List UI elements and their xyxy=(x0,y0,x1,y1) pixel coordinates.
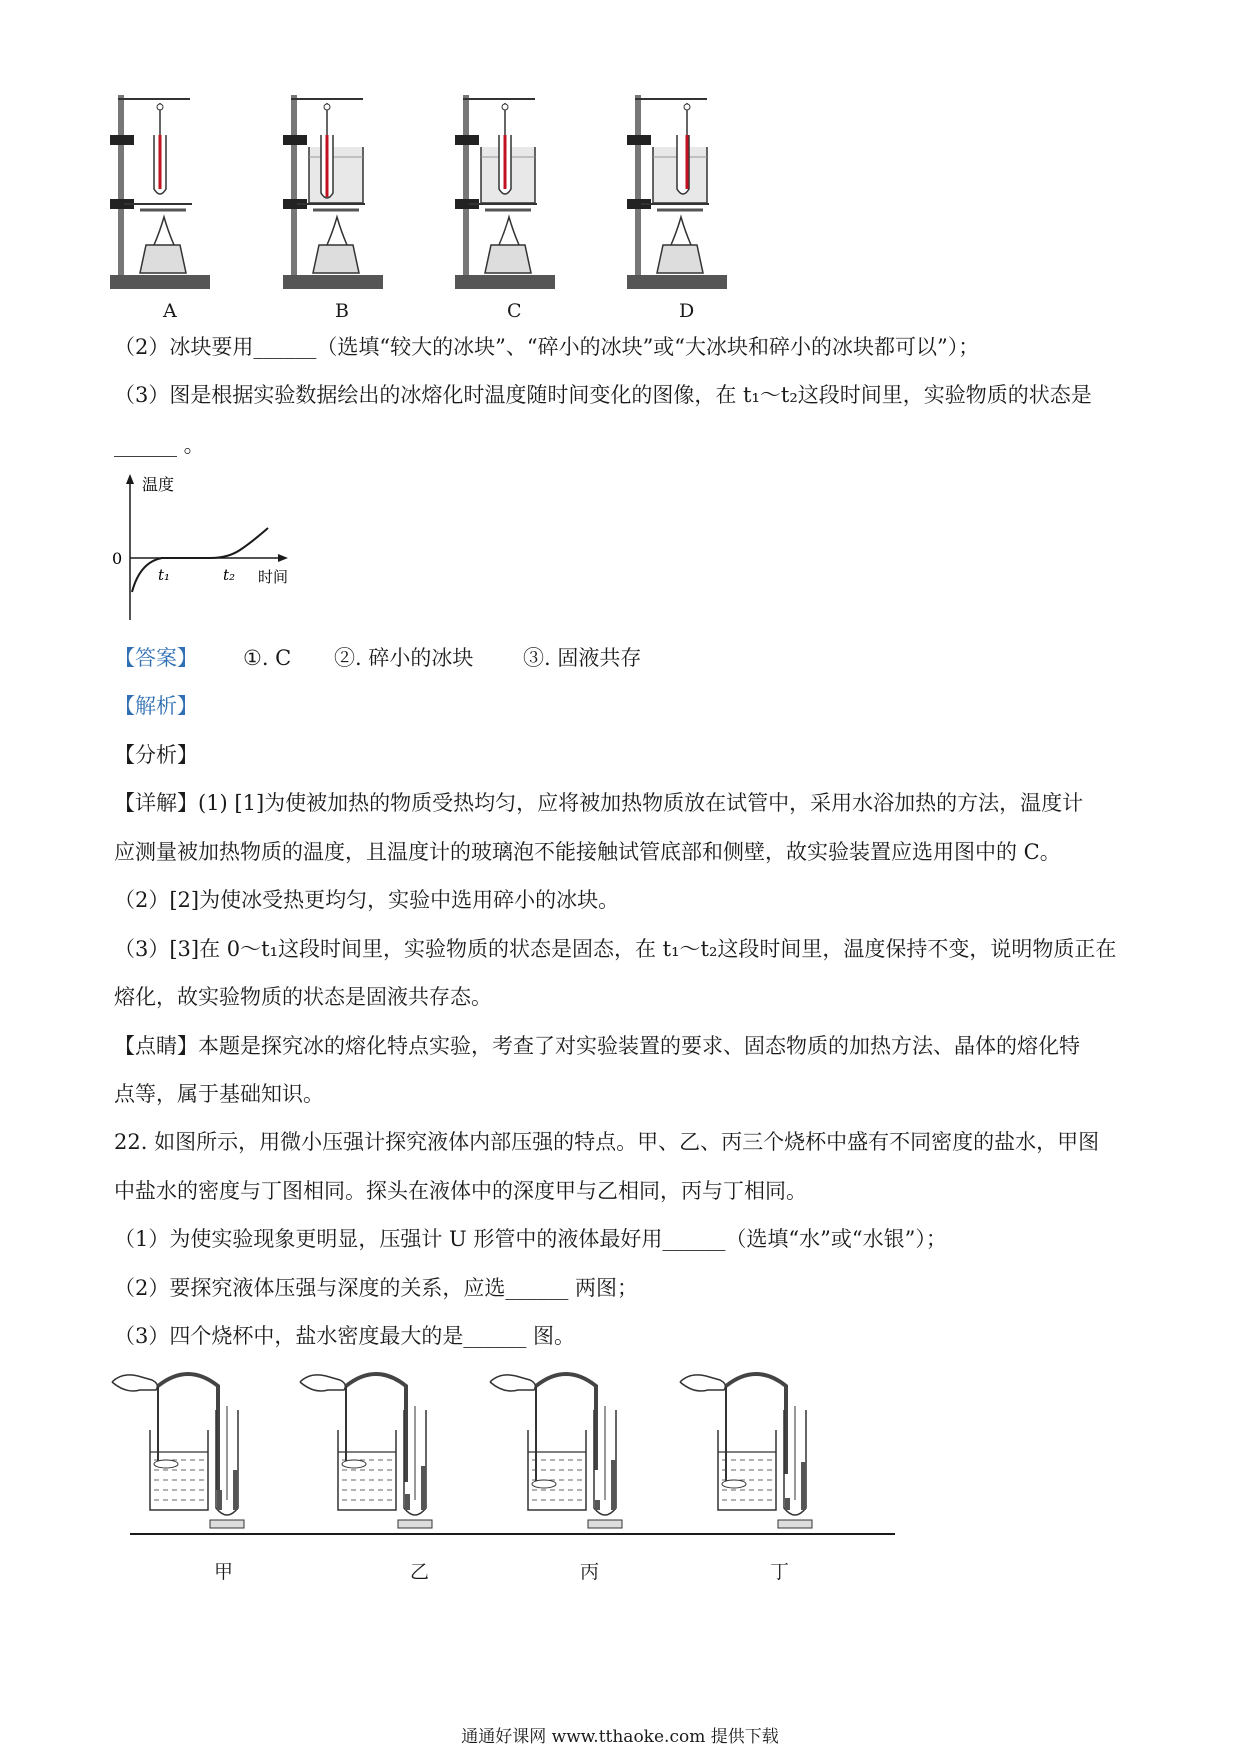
liquid-right xyxy=(233,1470,238,1510)
clamp-upper xyxy=(455,135,479,145)
flame xyxy=(154,217,174,245)
gauge-bing xyxy=(490,1370,670,1540)
u-tube-base xyxy=(210,1520,244,1528)
detail-line-3: （2）[2]为使冰受热更均匀，实验中选用碎小的冰块。 xyxy=(114,888,620,912)
answer-1: ①. C xyxy=(243,646,292,670)
ground-line xyxy=(130,1532,900,1546)
gauge-jia xyxy=(112,1370,292,1540)
t1-label: t₁ xyxy=(158,566,171,584)
dianjing-line-1: 【点睛】本题是探究冰的熔化特点实验，考查了对实验装置的要求、固态物质的加热方法、晶体的熔化特 xyxy=(114,1034,1080,1058)
liquid-left xyxy=(595,1500,600,1510)
u-tube-base xyxy=(398,1520,432,1528)
origin-label: 0 xyxy=(112,549,123,568)
label-bing: 丙 xyxy=(580,1561,600,1583)
q22-line-1: 22. 如图所示，用微小压强计探究液体内部压强的特点。甲、乙、丙三个烧杯中盛有不同密度的盐水，甲图 xyxy=(114,1130,1100,1154)
q22-line-2: 中盐水的密度与丁图相同。探头在液体中的深度甲与乙相同，丙与丁相同。 xyxy=(114,1179,807,1203)
stand-pole xyxy=(291,95,297,275)
thermometer-top xyxy=(684,104,690,110)
apparatus-B xyxy=(283,95,403,300)
burner xyxy=(485,245,531,273)
gauge-parts xyxy=(112,1374,244,1528)
fenxi-heading: 【分析】 xyxy=(114,743,198,767)
u-tube-base xyxy=(588,1520,622,1528)
burner xyxy=(313,245,359,273)
stand-pole xyxy=(635,95,641,275)
flame xyxy=(671,217,691,245)
answer-tag: 【答案】 xyxy=(114,646,198,670)
detail-line-4: （3）[3]在 0～t₁这段时间里，实验物质的状态是固态，在 t₁～t₂这段时间里，温度保持不变，说明物质正在 xyxy=(114,937,1117,961)
jiexi-heading: 【解析】 xyxy=(114,694,198,718)
t2-label: t₂ xyxy=(223,566,236,584)
flame xyxy=(499,217,519,245)
clamp-upper xyxy=(110,135,134,145)
thermometer-top xyxy=(157,104,163,110)
u-tube-base xyxy=(778,1520,812,1528)
detail-line-5: 熔化，故实验物质的状态是固液共存态。 xyxy=(114,985,492,1009)
y-axis-label: 温度 xyxy=(142,475,175,494)
stand-pole xyxy=(118,95,124,275)
thermometer-top xyxy=(502,104,508,110)
hand xyxy=(300,1375,345,1391)
gauge-parts xyxy=(490,1374,622,1528)
temperature-graph xyxy=(110,470,310,630)
burner xyxy=(657,245,703,273)
liquid-left xyxy=(785,1498,790,1510)
detail-line-2: 应测量被加热物质的温度，且温度计的玻璃泡不能接触试管底部和侧壁，故实验装置应选用图中的 C。 xyxy=(114,840,1061,864)
melting-curve xyxy=(132,528,268,592)
base-plate xyxy=(627,275,727,289)
hose xyxy=(536,1374,596,1470)
apparatus-A xyxy=(110,95,230,300)
base-plate xyxy=(455,275,555,289)
y-axis-arrow xyxy=(126,474,134,484)
label-yi: 乙 xyxy=(410,1561,430,1583)
gauge-yi xyxy=(300,1370,480,1540)
probe-head xyxy=(154,1460,178,1468)
clamp-upper xyxy=(283,135,307,145)
answer-2: ②. 碎小的冰块 xyxy=(334,646,474,670)
apparatus-parts xyxy=(283,95,383,289)
hose xyxy=(158,1374,218,1490)
apparatus-D xyxy=(627,95,747,300)
liquid-right xyxy=(611,1460,616,1510)
base-plate xyxy=(283,275,383,289)
label-C: C xyxy=(507,300,522,322)
q22-line-5: （3）四个烧杯中，盐水密度最大的是______ 图。 xyxy=(114,1324,576,1348)
apparatus-C xyxy=(455,95,575,300)
q22-line-3: （1）为使实验现象更明显，压强计 U 形管中的液体最好用______（选填“水”或“水银”）； xyxy=(114,1227,947,1251)
apparatus-parts xyxy=(110,95,210,289)
thermometer-top xyxy=(324,104,330,110)
apparatus-parts xyxy=(455,95,555,289)
label-B: B xyxy=(335,300,349,322)
probe-head xyxy=(722,1480,746,1488)
gauge-parts xyxy=(680,1374,812,1528)
x-axis-arrow xyxy=(278,554,288,562)
dianjing-line-2: 点等，属于基础知识。 xyxy=(114,1082,324,1106)
base-plate xyxy=(110,275,210,289)
beaker xyxy=(309,147,363,203)
q22-line-4: （2）要探究液体压强与深度的关系，应选______ 两图； xyxy=(114,1276,639,1300)
burner xyxy=(140,245,186,273)
label-jia: 甲 xyxy=(214,1561,234,1583)
question-3-line1: （3）图是根据实验数据绘出的冰熔化时温度随时间变化的图像，在 t₁～t₂这段时间里，实验物质的状态是 xyxy=(114,383,1092,407)
liquid-left xyxy=(405,1494,410,1510)
probe-head xyxy=(342,1460,366,1468)
label-D: D xyxy=(679,300,695,322)
stand-pole xyxy=(463,95,469,275)
liquid-right xyxy=(421,1466,426,1510)
apparatus-parts xyxy=(627,95,727,289)
hand xyxy=(112,1375,157,1391)
detail-line-1: 【详解】(1) [1]为使被加热的物质受热均匀，应将被加热物质放在试管中，采用水浴加热的方法，温度计 xyxy=(114,791,1084,815)
liquid-left xyxy=(217,1490,222,1510)
x-axis-label: 时间 xyxy=(258,568,289,586)
clamp-upper xyxy=(627,135,651,145)
liquid-right xyxy=(801,1462,806,1510)
gauge-ding xyxy=(680,1370,860,1540)
probe-head xyxy=(532,1480,556,1488)
answer-3: ③. 固液共存 xyxy=(523,646,642,670)
footer: 通通好课网 www.tthaoke.com 提供下载 xyxy=(461,1727,779,1747)
hand xyxy=(490,1375,535,1391)
question-2: （2）冰块要用______（选填“较大的冰块”、“碎小的冰块”或“大冰块和碎小的冰块都可以”）； xyxy=(114,335,980,359)
question-3-line2: ______ 。 xyxy=(114,433,205,457)
label-A: A xyxy=(163,300,177,322)
flame xyxy=(327,217,347,245)
gauge-parts xyxy=(300,1374,432,1528)
label-ding: 丁 xyxy=(770,1561,790,1583)
hose xyxy=(726,1374,786,1474)
hand xyxy=(680,1375,725,1391)
